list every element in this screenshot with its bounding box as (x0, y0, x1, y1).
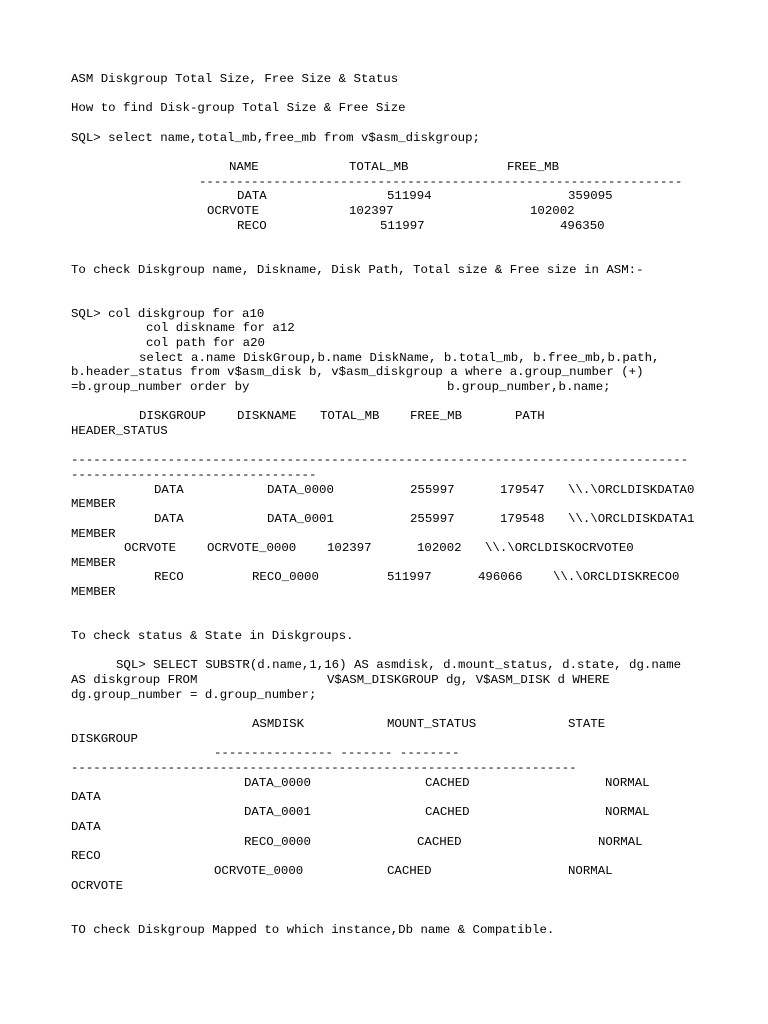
s2-sql-line1: SQL> col diskgroup for a10 (71, 307, 265, 321)
section4-heading: TO check Diskgroup Mapped to which instance,Db name & Compatible. (71, 923, 555, 937)
s2-row3-path: \\.\ORCLDISKOCRVOTE0 (485, 541, 634, 555)
s2-header-status: HEADER_STATUS (71, 424, 168, 438)
s2-row3-diskgroup: OCRVOTE (124, 541, 177, 555)
s3-row1-asmdisk: DATA_0000 (244, 776, 311, 790)
s2-row2-path: \\.\ORCLDISKDATA1 (568, 512, 695, 526)
s3-divider2: -------------------------------------------------------------------- (71, 761, 577, 775)
s2-row4-status: MEMBER (71, 585, 116, 599)
s3-sql-line3: V$ASM_DISKGROUP dg, V$ASM_DISK d WHERE (327, 673, 610, 687)
s2-row3-free: 102002 (417, 541, 462, 555)
s2-divider2: --------------------------------- (71, 468, 317, 482)
s3-row1-diskgroup: DATA (71, 790, 101, 804)
s1-row3-free: 496350 (560, 219, 605, 233)
s1-header-name: NAME (229, 160, 259, 174)
s3-row3-state: NORMAL (598, 835, 643, 849)
s2-row3-total: 102397 (327, 541, 372, 555)
s2-header-free: FREE_MB (410, 409, 463, 423)
s2-row1-diskname: DATA_0000 (267, 483, 334, 497)
s3-sql-line2: AS diskgroup FROM (71, 673, 198, 687)
s3-row3-asmdisk: RECO_0000 (244, 835, 311, 849)
s2-row2-diskname: DATA_0001 (267, 512, 334, 526)
section1-sql: SQL> select name,total_mb,free_mb from v$asm_diskgroup; (71, 131, 480, 145)
s3-row4-asmdisk: OCRVOTE_0000 (214, 864, 304, 878)
s2-sql-line5: b.header_status from v$asm_disk b, v$asm_diskgroup a where a.group_number (+) (71, 365, 644, 379)
s3-row1-state: NORMAL (605, 776, 650, 790)
section3-heading: To check status & State in Diskgroups. (71, 629, 354, 643)
s3-row4-state: NORMAL (568, 864, 613, 878)
s1-divider: ----------------------------------------------------------------- (199, 175, 683, 189)
s2-header-total: TOTAL_MB (320, 409, 380, 423)
s2-header-diskname: DISKNAME (237, 409, 297, 423)
s3-row2-asmdisk: DATA_0001 (244, 805, 311, 819)
s1-header-total: TOTAL_MB (349, 160, 409, 174)
s2-row2-diskgroup: DATA (154, 512, 184, 526)
s2-row2-status: MEMBER (71, 527, 116, 541)
document-title: ASM Diskgroup Total Size, Free Size & Status (71, 72, 399, 86)
s2-row1-path: \\.\ORCLDISKDATA0 (568, 483, 695, 497)
section2-heading: To check Diskgroup name, Diskname, Disk Path, Total size & Free size in ASM:- (71, 263, 644, 277)
s3-row2-diskgroup: DATA (71, 820, 101, 834)
s2-row1-diskgroup: DATA (154, 483, 184, 497)
s2-row4-total: 511997 (387, 570, 432, 584)
s3-header-diskgroup: DISKGROUP (71, 732, 138, 746)
section1-heading: How to find Disk-group Total Size & Free Size (71, 101, 406, 115)
s2-row4-free: 496066 (478, 570, 523, 584)
s2-sql-line7: b.group_number,b.name; (447, 380, 611, 394)
s1-header-free: FREE_MB (507, 160, 560, 174)
s2-row1-status: MEMBER (71, 497, 116, 511)
s1-row3-name: RECO (237, 219, 267, 233)
s2-sql-line2: col diskname for a12 (146, 321, 295, 335)
s2-row2-total: 255997 (410, 512, 455, 526)
s3-row2-mount: CACHED (425, 805, 470, 819)
s2-sql-line3: col path for a20 (146, 336, 265, 350)
s2-row1-free: 179547 (500, 483, 545, 497)
s3-row4-mount: CACHED (387, 864, 432, 878)
s1-row3-total: 511997 (380, 219, 425, 233)
s2-row3-diskname: OCRVOTE_0000 (207, 541, 297, 555)
s3-divider1: ---------------- ------- -------- (214, 746, 460, 760)
s1-row2-total: 102397 (349, 204, 394, 218)
s2-row4-path: \\.\ORCLDISKRECO0 (553, 570, 680, 584)
s3-row3-mount: CACHED (417, 835, 462, 849)
s2-divider1: ----------------------------------------------------------------------------------- (71, 453, 689, 467)
s3-row3-diskgroup: RECO (71, 849, 101, 863)
s1-row2-free: 102002 (530, 204, 575, 218)
s2-row3-status: MEMBER (71, 556, 116, 570)
s3-header-asmdisk: ASMDISK (252, 717, 305, 731)
s1-row1-free: 359095 (568, 189, 613, 203)
s2-row1-total: 255997 (410, 483, 455, 497)
s1-row1-total: 511994 (387, 189, 432, 203)
s2-sql-line4: select a.name DiskGroup,b.name DiskName, b.total_mb, b.free_mb,b.path, (139, 351, 660, 365)
s2-row2-free: 179548 (500, 512, 545, 526)
s2-row4-diskname: RECO_0000 (252, 570, 319, 584)
s3-header-state: STATE (568, 717, 606, 731)
s3-sql-line1: SQL> SELECT SUBSTR(d.name,1,16) AS asmdisk, d.mount_status, d.state, dg.name (116, 658, 682, 672)
s3-sql-line4: dg.group_number = d.group_number; (71, 688, 317, 702)
s1-row2-name: OCRVOTE (207, 204, 260, 218)
s3-row4-diskgroup: OCRVOTE (71, 879, 124, 893)
s2-header-path: PATH (515, 409, 545, 423)
s3-header-mount: MOUNT_STATUS (387, 717, 477, 731)
s2-sql-line6: =b.group_number order by (71, 380, 250, 394)
s2-row4-diskgroup: RECO (154, 570, 184, 584)
s3-row2-state: NORMAL (605, 805, 650, 819)
s2-header-diskgroup: DISKGROUP (139, 409, 206, 423)
s1-row1-name: DATA (237, 189, 267, 203)
s3-row1-mount: CACHED (425, 776, 470, 790)
